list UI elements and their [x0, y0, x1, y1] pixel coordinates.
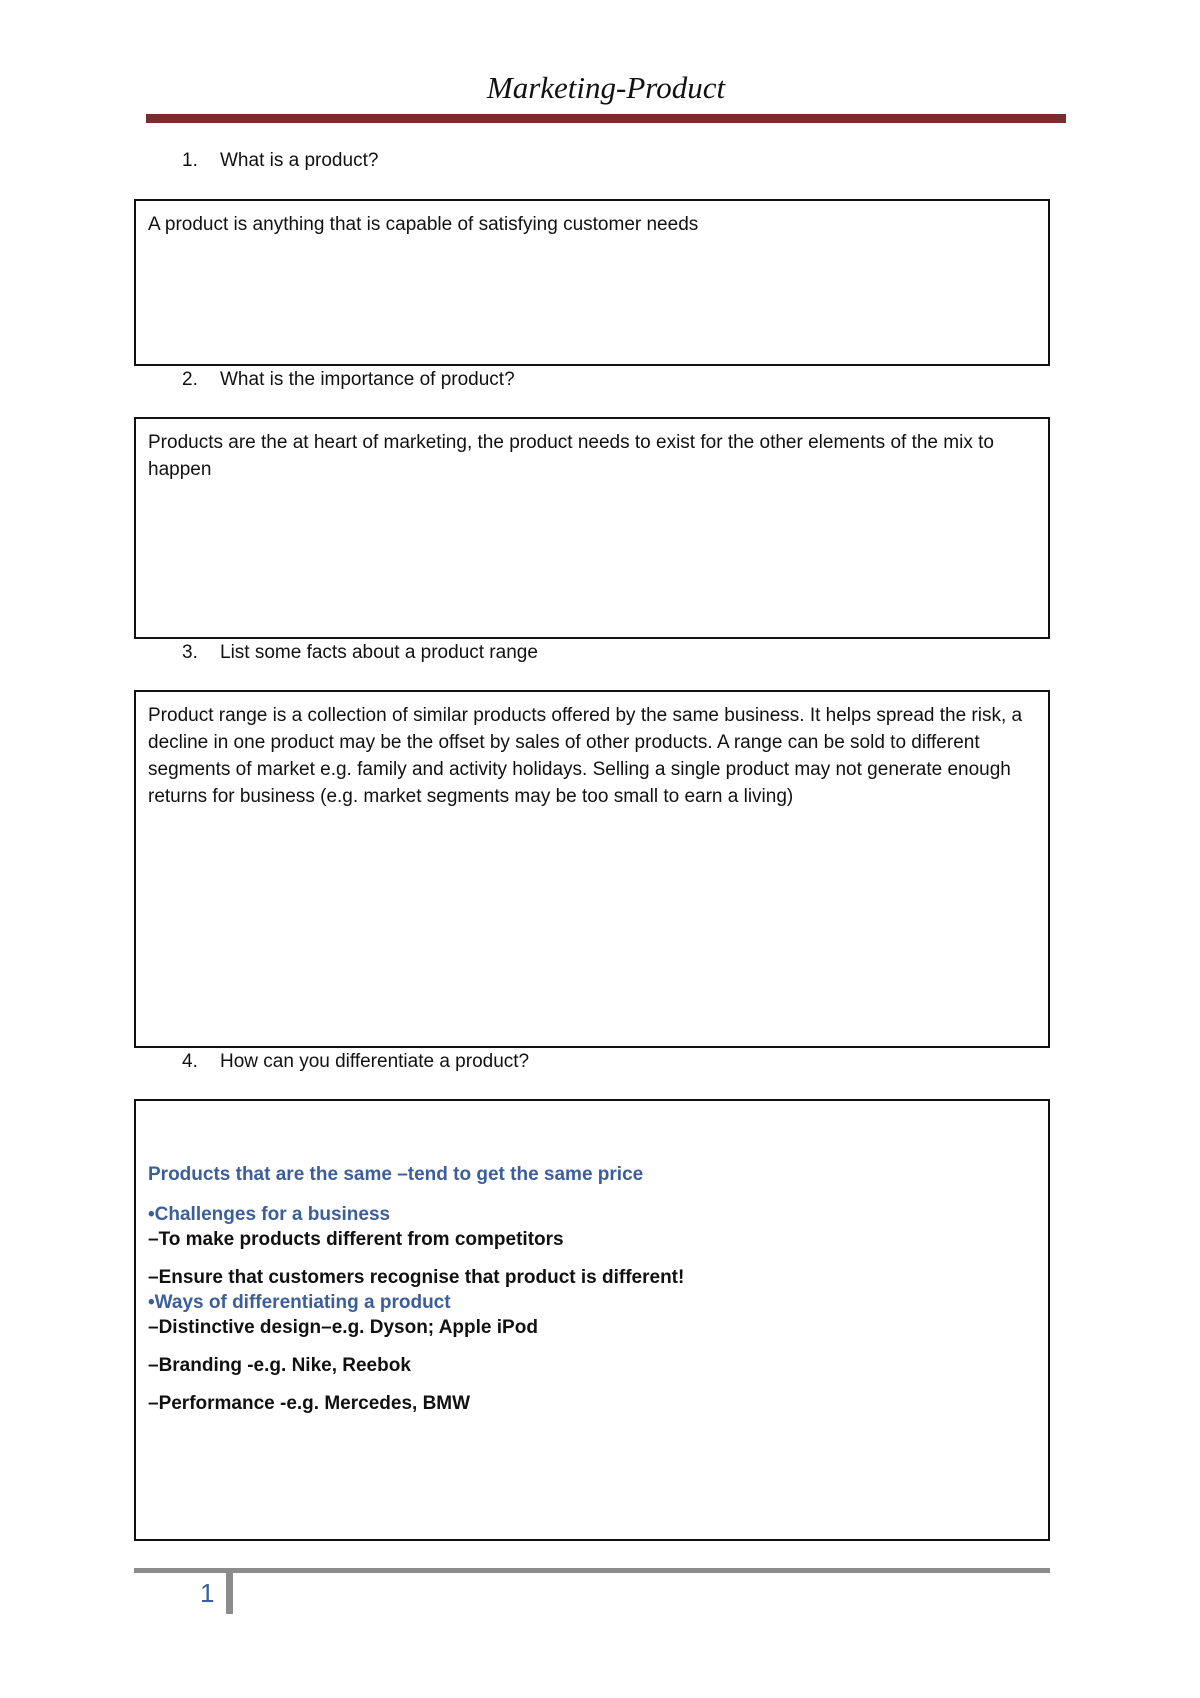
- challenge-item: –To make products different from competitors: [148, 1229, 564, 1250]
- question-number: 4.: [182, 1051, 198, 1072]
- question-4: [182, 1051, 529, 1073]
- differentiation-heading: Products that are the same –tend to get the same price: [148, 1164, 644, 1185]
- question-text: List some facts about a product range: [220, 642, 538, 663]
- question-text: What is a product?: [220, 150, 379, 171]
- answer-box-1[interactable]: [134, 199, 1050, 366]
- question-1: [182, 150, 378, 172]
- footer-divider: [226, 1568, 233, 1614]
- document-title: Marketing-Product: [486, 70, 726, 105]
- challenges-heading: •Challenges for a business: [148, 1204, 391, 1225]
- way-item: –Performance -e.g. Mercedes, BMW: [148, 1393, 471, 1414]
- answer-box-4[interactable]: [134, 1099, 1050, 1541]
- question-text: How can you differentiate a product?: [220, 1051, 530, 1072]
- ways-heading: •Ways of differentiating a product: [148, 1292, 451, 1313]
- question-number: 3.: [182, 642, 198, 663]
- way-item: –Branding -e.g. Nike, Reebok: [148, 1355, 411, 1376]
- question-2: [182, 369, 515, 391]
- challenge-item: –Ensure that customers recognise that product is different!: [148, 1267, 685, 1288]
- answer-text: Product range is a collection of similar products offered by the same business. It helps spread the risk, a decline in one product may be the offset by sales of other products. A range can be sold to different segments of market e.g. family and activity holidays. Selling a single product may not generate enough returns for business (e.g. market segments may be too small to earn a living): [148, 705, 1023, 807]
- way-item: –Distinctive design–e.g. Dyson; Apple iPod: [148, 1317, 538, 1338]
- title-rule: [146, 114, 1066, 123]
- page-number: 1: [200, 1578, 215, 1608]
- answer-text: A product is anything that is capable of satisfying customer needs: [148, 214, 699, 235]
- answer-box-3[interactable]: [134, 690, 1050, 1048]
- footer-rule: [134, 1568, 1050, 1573]
- question-3: [182, 642, 538, 664]
- question-number: 1.: [182, 150, 198, 171]
- question-text: What is the importance of product?: [220, 369, 515, 390]
- answer-text: Products are the at heart of marketing, the product needs to exist for the other elements of the mix to happen: [148, 432, 994, 480]
- answer-box-2[interactable]: [134, 417, 1050, 639]
- question-number: 2.: [182, 369, 198, 390]
